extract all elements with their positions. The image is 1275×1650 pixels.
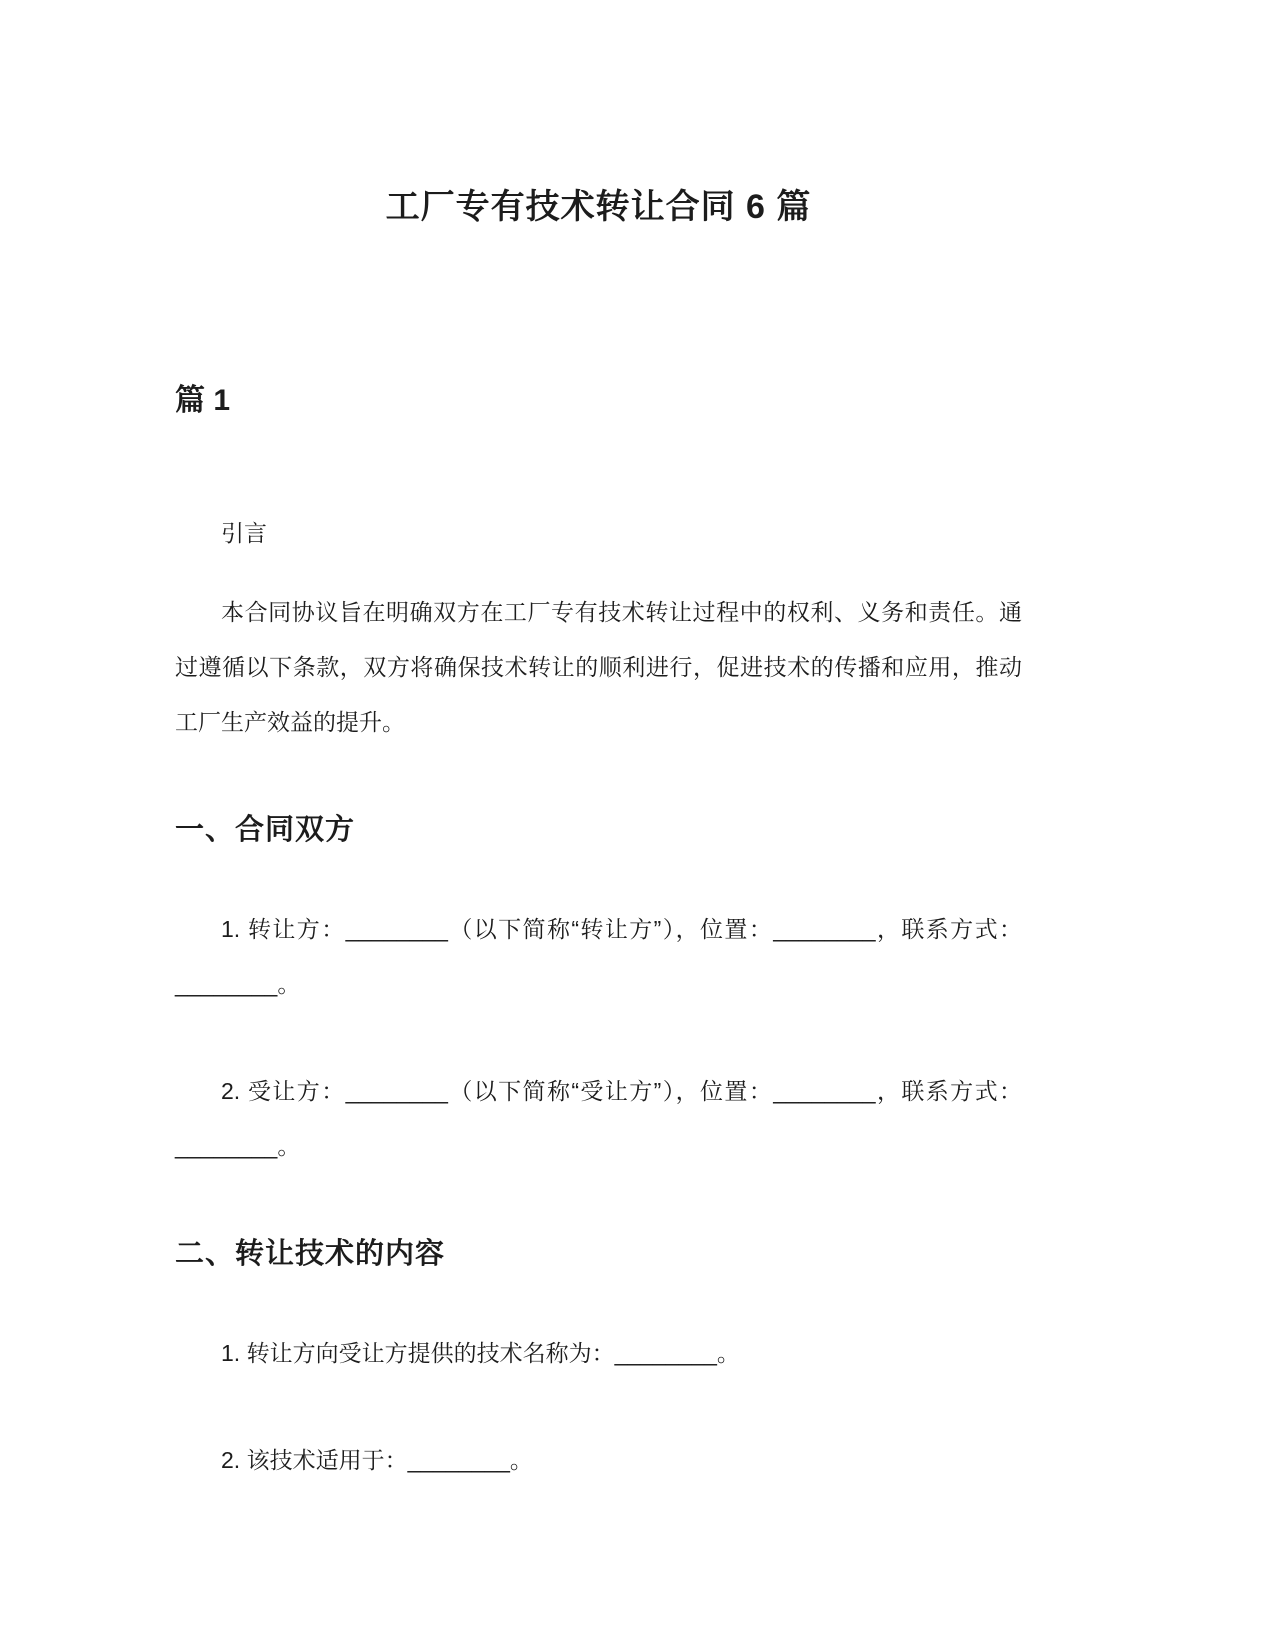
document-title: 工厂专有技术转让合同 6 篇 <box>385 188 812 226</box>
section-2-item-2: 2. 该技术适用于：________。 <box>221 1446 533 1473</box>
piece-1-heading: 篇 1 <box>175 384 231 418</box>
section-1-item-1: 1. 转让方：________（以下简称“转让方”），位置：________，联系方式：________。 <box>175 915 1022 997</box>
section-2-item-1: 1. 转让方向受让方提供的技术名称为：________。 <box>221 1339 740 1366</box>
section-1-item-2: 2. 受让方：________（以下简称“受让方”），位置：________，联系方式：________。 <box>175 1077 1022 1159</box>
section-1-heading: 一、合同双方 <box>175 814 356 847</box>
section-2-heading: 二、转让技术的内容 <box>175 1237 446 1270</box>
intro-label: 引言 <box>221 520 267 547</box>
intro-paragraph: 本合同协议旨在明确双方在工厂专有技术转让过程中的权利、义务和责任。通过遵循以下条款，双方将确保技术转让的顺利进行，促进技术的传播和应用，推动工厂生产效益的提升。 <box>175 599 1022 736</box>
